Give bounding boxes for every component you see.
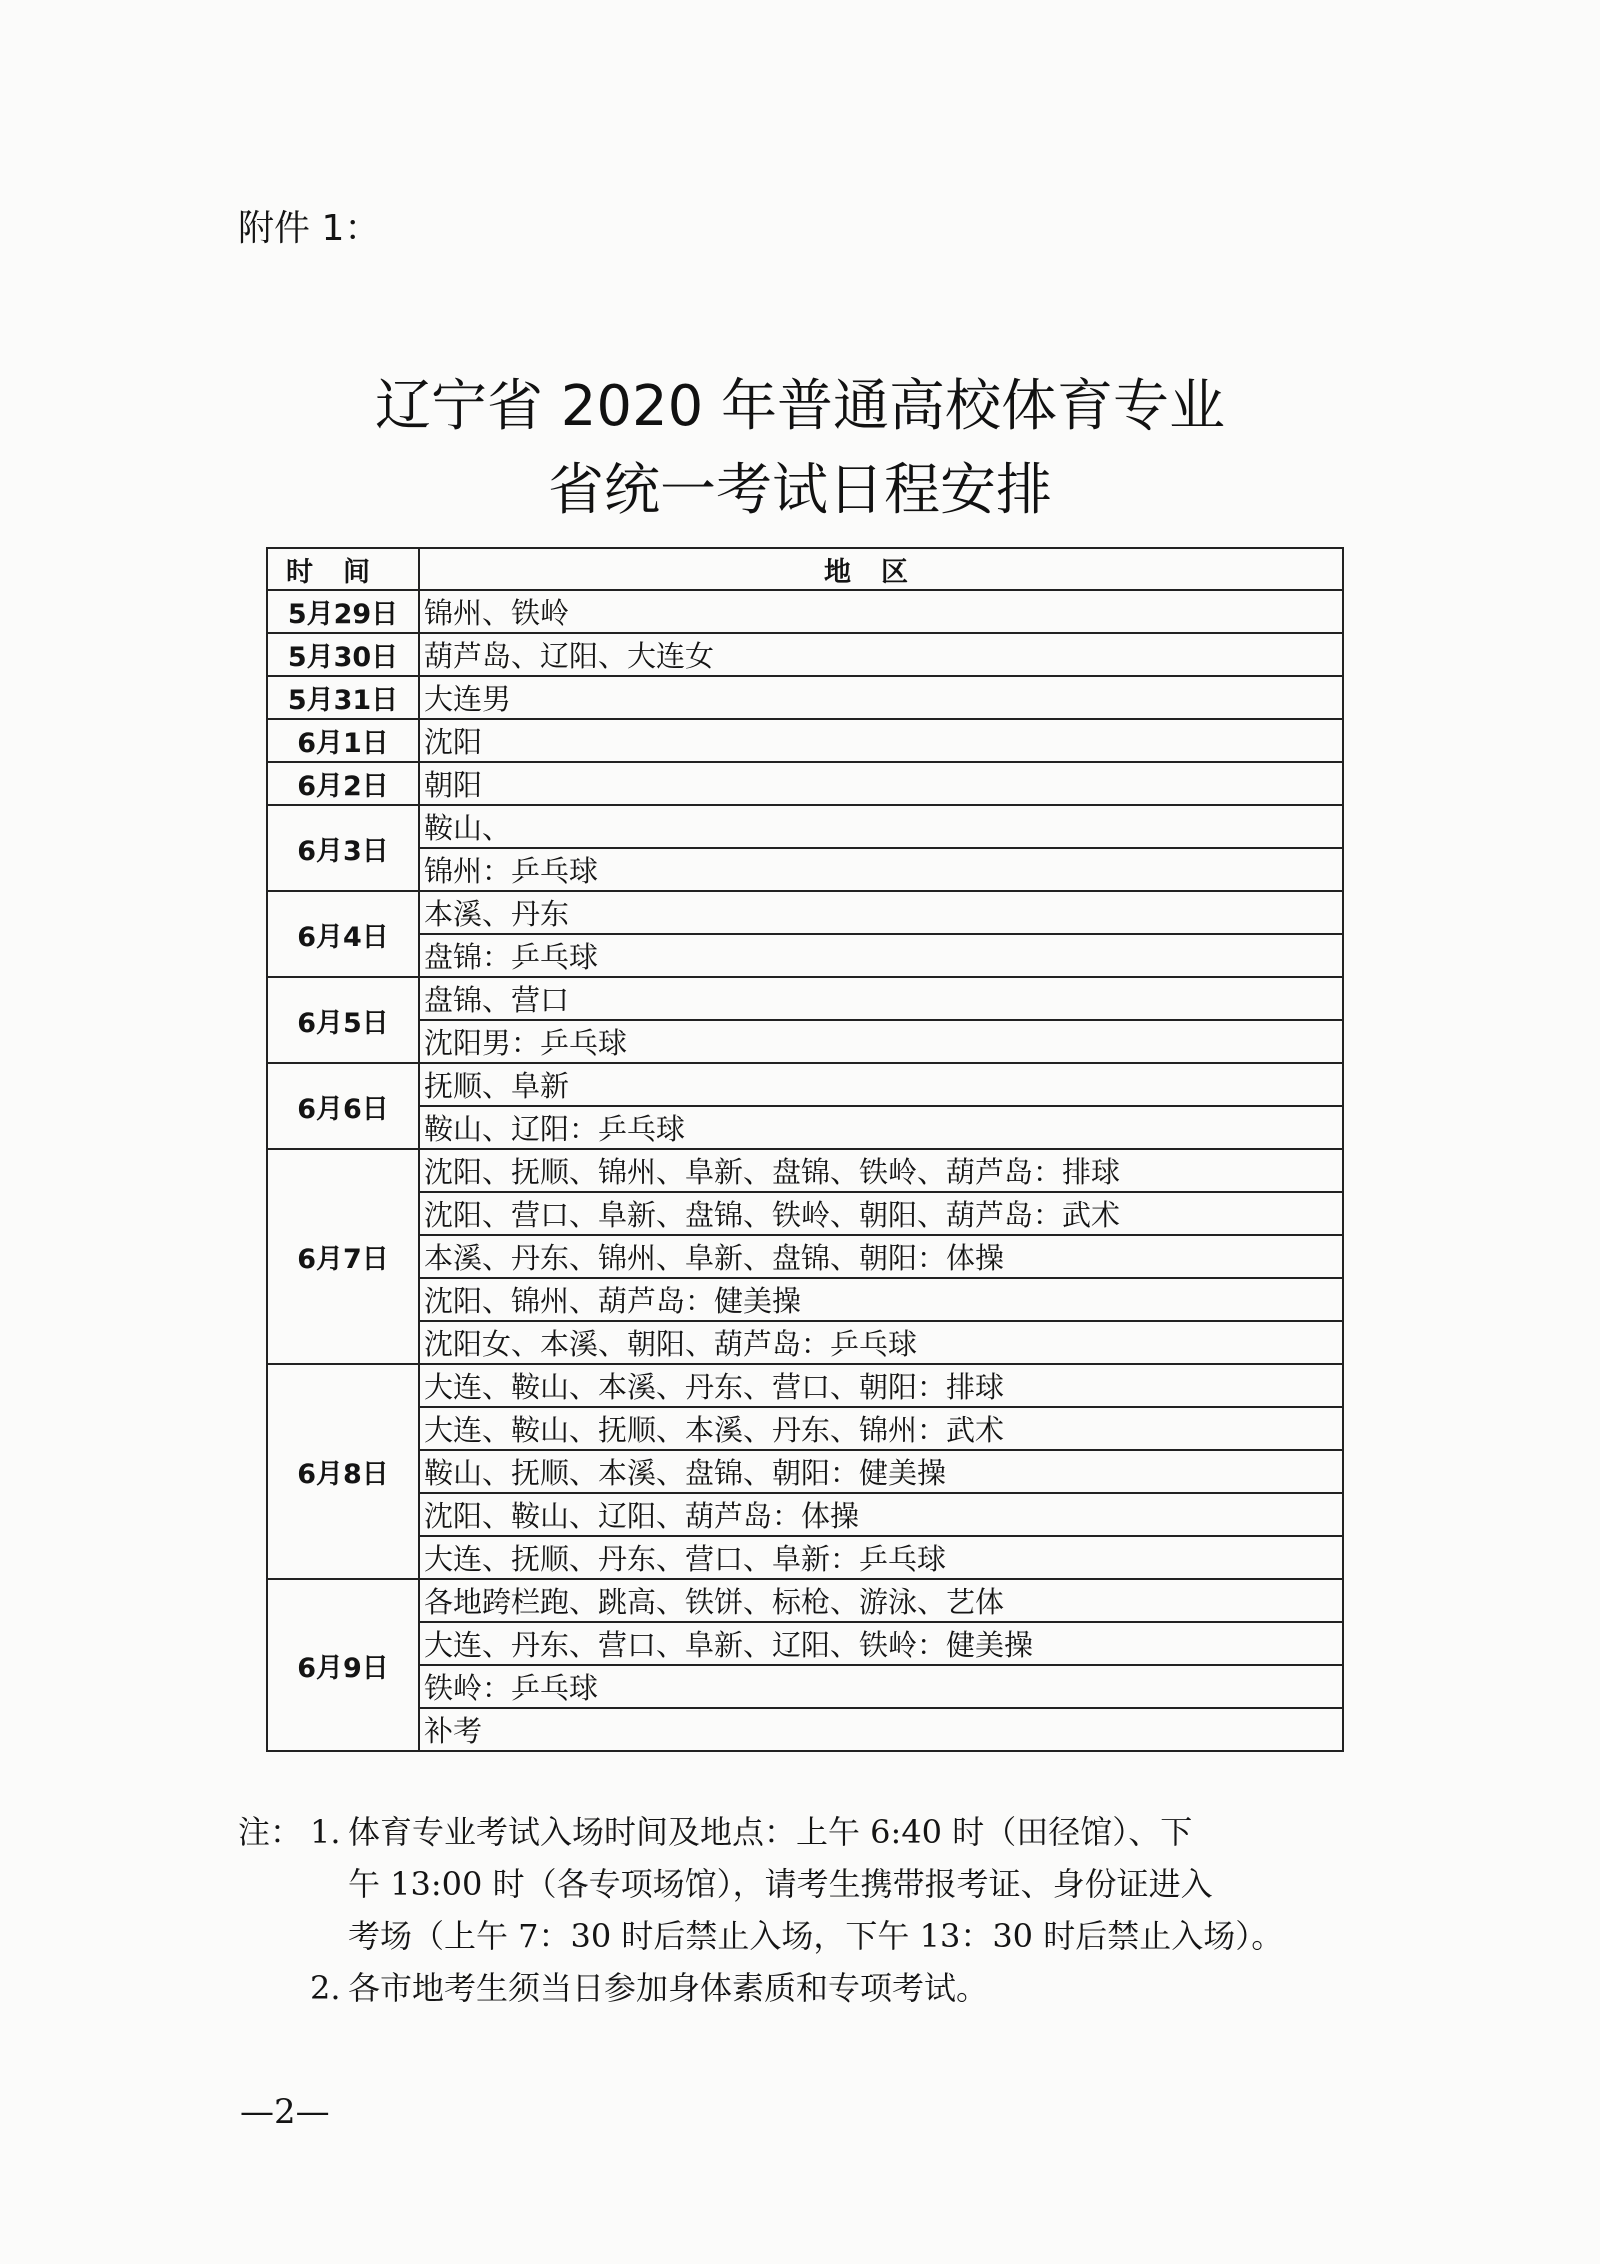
attachment-label: 附件 1： xyxy=(238,208,381,249)
header-region: 地区 xyxy=(419,548,1343,590)
date-cell: 6月2日 xyxy=(267,762,419,805)
schedule-table xyxy=(266,547,1344,1752)
note-number: 2. xyxy=(310,1969,341,2007)
table-row xyxy=(267,1020,1343,1063)
note-continuation: 考场（上午 7：30 时后禁止入场，下午 13：30 时后禁止入场）。 xyxy=(348,1917,1284,1955)
table-row xyxy=(267,1622,1343,1665)
table-row xyxy=(267,1450,1343,1493)
table-row xyxy=(267,805,1343,848)
table-row xyxy=(267,1407,1343,1450)
region-cell: 鞍山、 xyxy=(419,805,1343,848)
table-row xyxy=(267,1235,1343,1278)
region-cell: 铁岭：乒乓球 xyxy=(419,1665,1343,1708)
table-row xyxy=(267,1106,1343,1149)
table-row xyxy=(267,1321,1343,1364)
date-cell: 6月6日 xyxy=(267,1063,419,1149)
region-cell: 大连、鞍山、抚顺、本溪、丹东、锦州：武术 xyxy=(419,1407,1343,1450)
region-cell: 补考 xyxy=(419,1708,1343,1751)
note-item-2 xyxy=(238,1962,1378,2014)
date-cell: 6月5日 xyxy=(267,977,419,1063)
table-row xyxy=(267,848,1343,891)
date-cell: 6月3日 xyxy=(267,805,419,891)
table-row xyxy=(267,934,1343,977)
table-row xyxy=(267,977,1343,1020)
region-cell: 沈阳女、本溪、朝阳、葫芦岛：乒乓球 xyxy=(419,1321,1343,1364)
notes-lead: 注： xyxy=(238,1813,303,1851)
region-cell: 大连、鞍山、本溪、丹东、营口、朝阳：排球 xyxy=(419,1364,1343,1407)
schedule-table-body xyxy=(267,590,1343,1751)
document-title-line-2: 省统一考试日程安排 xyxy=(548,458,1052,523)
note-item-1 xyxy=(238,1806,1378,1858)
region-cell: 抚顺、阜新 xyxy=(419,1063,1343,1106)
region-cell: 各地跨栏跑、跳高、铁饼、标枪、游泳、艺体 xyxy=(419,1579,1343,1622)
date-cell: 6月9日 xyxy=(267,1579,419,1751)
table-row xyxy=(267,1192,1343,1235)
table-row xyxy=(267,719,1343,762)
table-row xyxy=(267,1149,1343,1192)
region-cell: 鞍山、抚顺、本溪、盘锦、朝阳：健美操 xyxy=(419,1450,1343,1493)
table-row xyxy=(267,762,1343,805)
note-continuation: 午 13:00 时（各专项场馆），请考生携带报考证、身份证进入 xyxy=(348,1865,1213,1903)
region-cell: 本溪、丹东、锦州、阜新、盘锦、朝阳：体操 xyxy=(419,1235,1343,1278)
notes-section xyxy=(238,1806,1378,2014)
table-row xyxy=(267,1579,1343,1622)
region-cell: 盘锦：乒乓球 xyxy=(419,934,1343,977)
region-cell: 锦州、铁岭 xyxy=(419,590,1343,633)
region-cell: 本溪、丹东 xyxy=(419,891,1343,934)
region-cell: 沈阳、抚顺、锦州、阜新、盘锦、铁岭、葫芦岛：排球 xyxy=(419,1149,1343,1192)
table-row xyxy=(267,1278,1343,1321)
date-cell: 6月4日 xyxy=(267,891,419,977)
date-cell: 6月1日 xyxy=(267,719,419,762)
region-cell: 大连、抚顺、丹东、营口、阜新：乒乓球 xyxy=(419,1536,1343,1579)
region-cell: 大连男 xyxy=(419,676,1343,719)
table-row xyxy=(267,590,1343,633)
table-row xyxy=(267,1708,1343,1751)
region-cell: 葫芦岛、辽阳、大连女 xyxy=(419,633,1343,676)
table-row xyxy=(267,1364,1343,1407)
region-cell: 沈阳、营口、阜新、盘锦、铁岭、朝阳、葫芦岛：武术 xyxy=(419,1192,1343,1235)
region-cell: 大连、丹东、营口、阜新、辽阳、铁岭：健美操 xyxy=(419,1622,1343,1665)
page-number: —2— xyxy=(240,2092,330,2132)
table-header-row xyxy=(267,548,1343,590)
note-number: 1. xyxy=(310,1813,341,1851)
region-cell: 沈阳男：乒乓球 xyxy=(419,1020,1343,1063)
date-cell: 6月7日 xyxy=(267,1149,419,1364)
date-cell: 6月8日 xyxy=(267,1364,419,1579)
note-text: 各市地考生须当日参加身体素质和专项考试。 xyxy=(348,1969,989,2007)
table-row xyxy=(267,1665,1343,1708)
date-cell: 5月29日 xyxy=(267,590,419,633)
table-row xyxy=(267,633,1343,676)
region-cell: 沈阳、锦州、葫芦岛：健美操 xyxy=(419,1278,1343,1321)
table-row xyxy=(267,676,1343,719)
date-cell: 5月30日 xyxy=(267,633,419,676)
table-row xyxy=(267,1536,1343,1579)
region-cell: 朝阳 xyxy=(419,762,1343,805)
region-cell: 锦州：乒乓球 xyxy=(419,848,1343,891)
document-title-line-1: 辽宁省 2020 年普通高校体育专业 xyxy=(374,374,1226,439)
region-cell: 沈阳、鞍山、辽阳、葫芦岛：体操 xyxy=(419,1493,1343,1536)
note-text: 体育专业考试入场时间及地点：上午 6:40 时（田径馆）、下 xyxy=(348,1813,1193,1851)
region-cell: 鞍山、辽阳：乒乓球 xyxy=(419,1106,1343,1149)
region-cell: 沈阳 xyxy=(419,719,1343,762)
date-cell: 5月31日 xyxy=(267,676,419,719)
table-row xyxy=(267,1063,1343,1106)
header-time: 时间 xyxy=(267,548,419,590)
table-row xyxy=(267,1493,1343,1536)
region-cell: 盘锦、营口 xyxy=(419,977,1343,1020)
table-row xyxy=(267,891,1343,934)
